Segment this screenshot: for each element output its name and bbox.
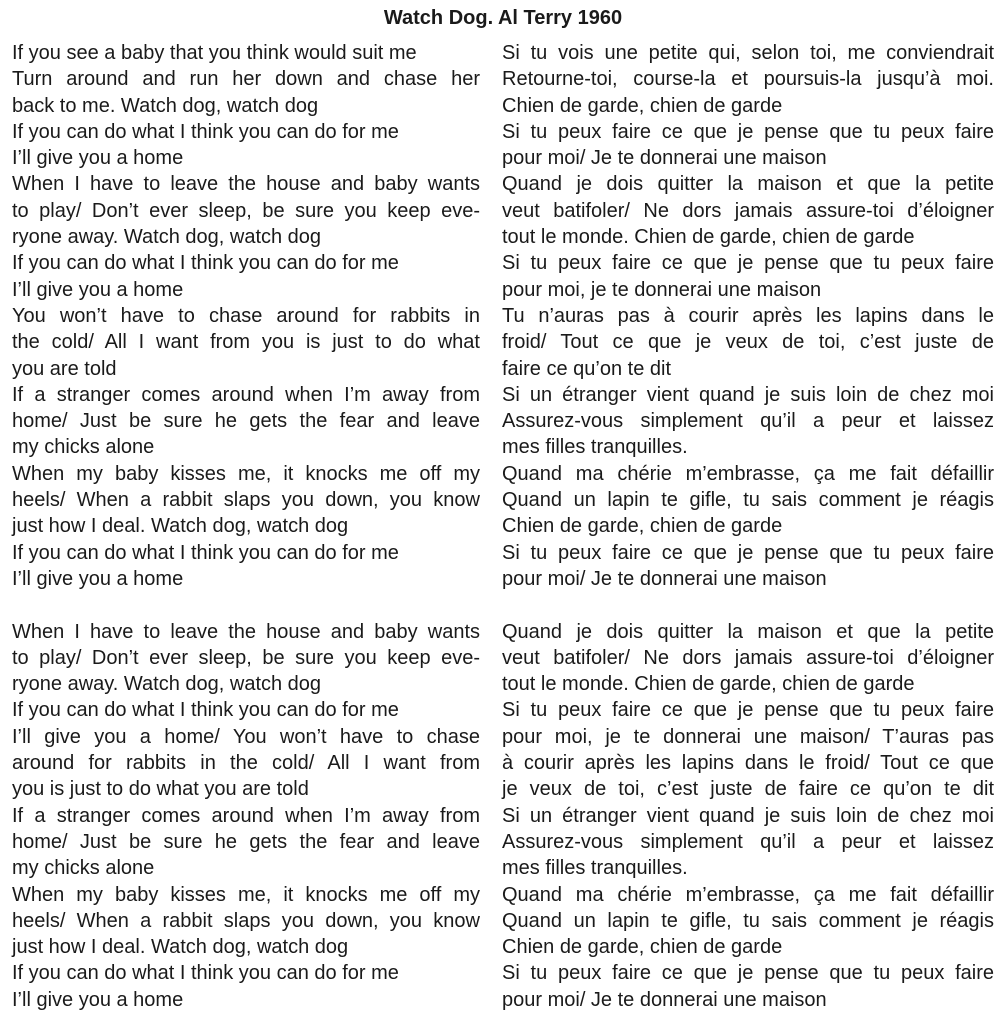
english-lyric-line: home/ Just be sure he gets the fear and leave: [12, 830, 480, 853]
french-lyric-line: [502, 592, 994, 618]
english-lyric-line: back to me. Watch dog, watch dog: [12, 94, 319, 117]
french-lyric-line: Quand un lapin te gifle, tu sais comment je réagis: [502, 489, 994, 512]
french-lyric-line: froid/ Tout ce que je veux de toi, c’est juste de: [502, 331, 994, 354]
french-lyric-line: Assurez-vous simplement qu’il a peur et laissez: [502, 830, 994, 853]
french-lyric-line: Quand ma chérie m’embrasse, ça me fait défaillir: [502, 883, 994, 906]
english-lyric-line: If you can do what I think you can do for me: [12, 541, 399, 564]
french-lyric-line: Chien de garde, chien de garde: [502, 515, 783, 538]
page-title: Watch Dog. Al Terry 1960: [383, 7, 623, 29]
english-lyric-line: Turn around and run her down and chase her: [12, 68, 480, 91]
english-lyrics-column: [12, 40, 480, 1013]
english-lyric-line: I’ll give you a home/ You won’t have to chase: [12, 725, 480, 748]
french-lyric-line: veut batifoler/ Ne dors jamais assure-toi d’éloigner: [502, 199, 994, 222]
english-lyric-line: you is just to do what you are told: [12, 778, 309, 801]
french-lyric-line: Chien de garde, chien de garde: [502, 936, 783, 959]
english-lyric-line: my chicks alone: [12, 857, 155, 880]
english-lyric-line: When my baby kisses me, it knocks me off my: [12, 883, 480, 906]
english-lyric-line: I’ll give you a home: [12, 147, 184, 170]
french-lyric-line: Si un étranger vient quand je suis loin de chez moi: [502, 383, 994, 406]
english-lyric-line: When I have to leave the house and baby wants: [12, 620, 480, 643]
english-lyric-line: If a stranger comes around when I’m away from: [12, 804, 480, 827]
french-lyric-line: Si tu vois une petite qui, selon toi, me conviendrait: [502, 42, 994, 64]
english-lyric-line: around for rabbits in the cold/ All I want from: [12, 752, 480, 775]
french-lyric-line: Quand un lapin te gifle, tu sais comment je réagis: [502, 909, 994, 932]
french-lyric-line: Assurez-vous simplement qu’il a peur et laissez: [502, 410, 994, 433]
english-lyric-line: I’ll give you a home: [12, 278, 184, 301]
english-lyric-line: If you can do what I think you can do for me: [12, 252, 399, 275]
english-lyric-line: If you can do what I think you can do for me: [12, 962, 399, 985]
french-lyric-line: Quand je dois quitter la maison et que la petite: [502, 620, 994, 643]
french-lyric-line: Si tu peux faire ce que je pense que tu peux faire: [502, 962, 994, 985]
english-lyric-line: You won’t have to chase around for rabbits in: [12, 304, 480, 327]
french-lyric-line: Si tu peux faire ce que je pense que tu peux faire: [502, 699, 994, 722]
french-lyric-line: mes filles tranquilles.: [502, 436, 688, 459]
french-lyric-line: pour moi, je te donnerai une maison: [502, 278, 822, 301]
french-lyric-line: pour moi/ Je te donnerai une maison: [502, 988, 827, 1011]
french-lyric-line: Quand ma chérie m’embrasse, ça me fait défaillir: [502, 462, 994, 485]
english-lyric-line: heels/ When a rabbit slaps you down, you know: [12, 909, 480, 932]
english-lyric-line: ryone away. Watch dog, watch dog: [12, 226, 322, 249]
english-lyric-line: I’ll give you a home: [12, 988, 184, 1011]
english-lyric-line: just how I deal. Watch dog, watch dog: [12, 936, 349, 959]
english-lyric-line: When my baby kisses me, it knocks me off my: [12, 462, 480, 485]
english-lyric-line: you are told: [12, 357, 117, 380]
french-lyric-line: Si tu peux faire ce que je pense que tu peux faire: [502, 120, 994, 143]
french-lyric-line: veut batifoler/ Ne dors jamais assure-toi d’éloigner: [502, 646, 994, 669]
french-lyric-line: faire ce qu’on te dit: [502, 357, 671, 380]
french-lyric-line: à courir après les lapins dans le froid/ Tout ce que: [502, 752, 994, 775]
french-lyric-line: pour moi/ Je te donnerai une maison: [502, 147, 827, 170]
french-lyric-line: tout le monde. Chien de garde, chien de garde: [502, 226, 915, 249]
english-lyric-line: the cold/ All I want from you is just to do what: [12, 331, 480, 354]
english-lyric-line: to play/ Don’t ever sleep, be sure you keep eve-: [12, 646, 480, 669]
french-lyric-line: Si tu peux faire ce que je pense que tu peux faire: [502, 252, 994, 275]
english-lyric-line: heels/ When a rabbit slaps you down, you know: [12, 489, 480, 512]
french-lyrics-column: [502, 40, 994, 1013]
french-lyric-line: Si un étranger vient quand je suis loin de chez moi: [502, 804, 994, 827]
french-lyric-line: Si tu peux faire ce que je pense que tu peux faire: [502, 541, 994, 564]
french-lyric-line: tout le monde. Chien de garde, chien de garde: [502, 673, 915, 696]
english-lyric-line: I’ll give you a home: [12, 567, 184, 590]
english-lyric-line: my chicks alone: [12, 436, 155, 459]
french-lyric-line: Quand je dois quitter la maison et que la petite: [502, 173, 994, 196]
french-lyric-line: je veux de toi, c’est juste de faire ce qu’on te dit: [502, 778, 994, 801]
english-lyric-line: to play/ Don’t ever sleep, be sure you keep eve-: [12, 199, 480, 222]
french-lyric-line: Chien de garde, chien de garde: [502, 94, 783, 117]
english-lyric-line: just how I deal. Watch dog, watch dog: [12, 515, 349, 538]
english-lyric-line: If you can do what I think you can do for me: [12, 699, 399, 722]
french-lyric-line: Tu n’auras pas à courir après les lapins dans le: [502, 304, 994, 327]
english-lyric-line: [12, 592, 480, 618]
english-lyric-line: If a stranger comes around when I’m away from: [12, 383, 480, 406]
english-lyric-line: If you see a baby that you think would suit me: [12, 42, 417, 64]
english-lyric-line: When I have to leave the house and baby wants: [12, 173, 480, 196]
english-lyric-line: ryone away. Watch dog, watch dog: [12, 673, 322, 696]
french-lyric-line: pour moi, je te donnerai une maison/ T’auras pas: [502, 725, 994, 748]
french-lyric-line: mes filles tranquilles.: [502, 857, 688, 880]
french-lyric-line: pour moi/ Je te donnerai une maison: [502, 567, 827, 590]
french-lyric-line: Retourne-toi, course-la et poursuis-la jusqu’à moi.: [502, 68, 994, 91]
english-lyric-line: If you can do what I think you can do for me: [12, 120, 399, 143]
english-lyric-line: home/ Just be sure he gets the fear and leave: [12, 410, 480, 433]
